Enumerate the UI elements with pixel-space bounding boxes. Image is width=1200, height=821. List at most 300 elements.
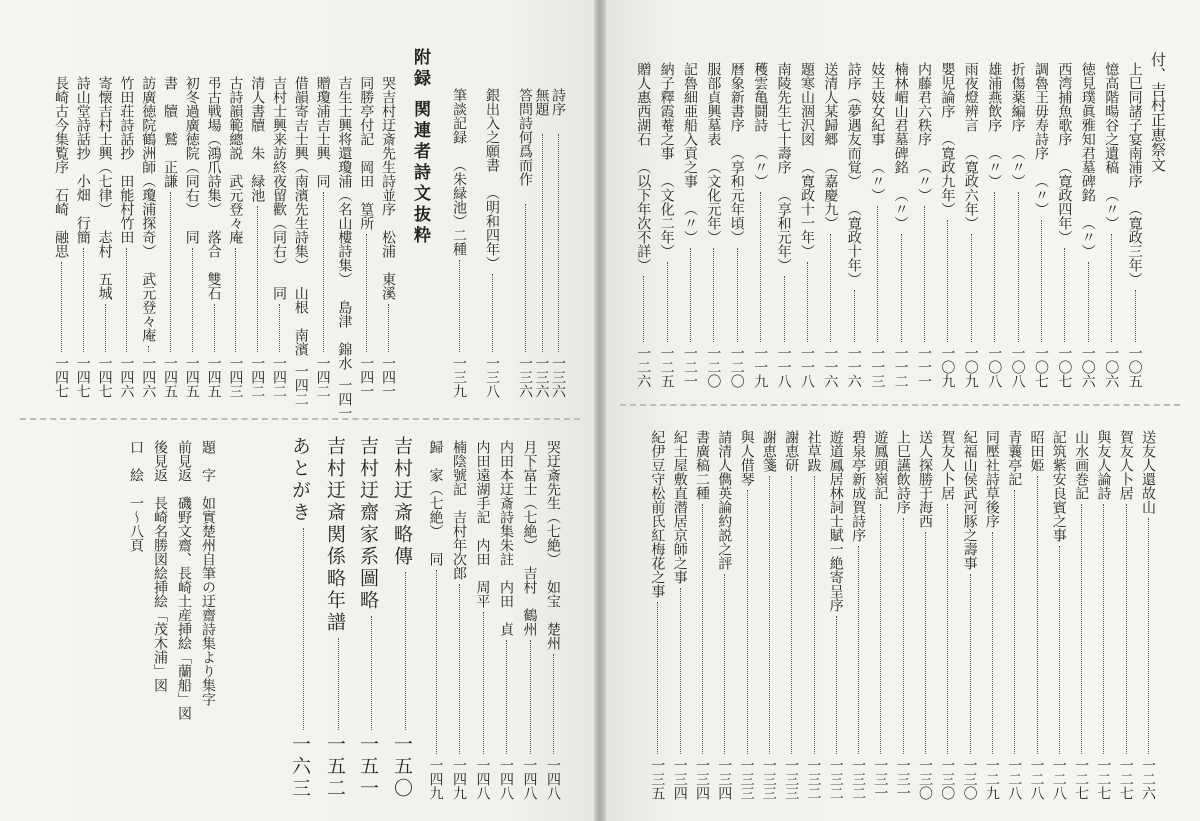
toc-entry [520, 440, 539, 800]
toc-entry [774, 62, 793, 388]
leader-dots [813, 476, 815, 754]
entry-title: あとがき [289, 436, 311, 524]
entry-page: 一四九 [427, 758, 444, 800]
entry-title: 南陵先生七十壽序 [775, 62, 792, 174]
plate-label: 後見返 [152, 440, 168, 482]
entry-title: 山水画巻記 [1073, 430, 1090, 500]
toc-entry [982, 430, 1001, 800]
entry-title: 古詩韻範總説 [227, 76, 244, 160]
toc-entry [449, 440, 468, 800]
entry-page: 一四二 [249, 356, 266, 398]
entry-page: 一三一 [894, 758, 911, 800]
entry-meta: （〃） [892, 188, 909, 230]
entry-page: 一三四 [716, 758, 733, 800]
toc-column [714, 430, 733, 800]
toc-entry [893, 430, 912, 800]
toc-column [727, 62, 746, 388]
toc-column [844, 62, 863, 388]
leader-dots [768, 476, 770, 754]
toc-entry [870, 430, 889, 800]
entry-author: 同 [271, 286, 287, 300]
entry-title: 嬰児論序 [939, 62, 956, 118]
entry-title: 吉生士興将還瓊浦（名山樓詩集） [336, 76, 353, 286]
entry-meta: （寛政十一年） [799, 160, 815, 258]
entry-title: 吉村迂齋家系圖略 [357, 436, 379, 612]
entry-page: 一四七 [53, 356, 69, 398]
entry-page: 一二七 [1117, 758, 1134, 800]
toc-entry [1071, 430, 1090, 800]
toc-column [116, 76, 135, 398]
leader-dots [1087, 262, 1089, 342]
entry-title: 折傷薬編序 [1009, 62, 1026, 132]
entry-title: 紀土屋敷直潜居京師之事 [671, 430, 688, 584]
entry-page: 一四一 [358, 356, 375, 398]
leader-dots [829, 234, 831, 342]
leader-dots [529, 640, 531, 754]
entry-page: 一〇七 [1033, 346, 1049, 388]
leader-dots [969, 574, 971, 754]
entry-meta: （〃） [682, 202, 698, 244]
entry-title: 徳見璞眞雅知君墓碑銘 [1079, 62, 1096, 202]
leader-dots [278, 304, 280, 352]
toc-entry [1116, 430, 1135, 800]
toc-column [1116, 430, 1135, 800]
entry-page: 一一六 [845, 346, 862, 388]
entry-title: 題寒山涸沢図 [799, 62, 815, 146]
toc-entry [426, 440, 445, 800]
entry-title: 紀伊豆守松前氏紅梅花之事 [649, 430, 666, 598]
entry-title: 遊道鳳居林詞士賦一絶寄呈序 [827, 430, 844, 612]
toc-column [138, 76, 157, 398]
entry-page: 一一一 [916, 346, 932, 388]
toc-column [759, 430, 778, 800]
entry-page: 一一八 [799, 346, 815, 388]
entry-page: 一四二 [314, 356, 331, 398]
entry-author: 同 [183, 230, 200, 244]
entry-page: 一三〇 [939, 758, 956, 800]
entry-meta: （寛政十年） [845, 202, 862, 286]
leader-dots [1125, 504, 1127, 754]
toc-column [633, 62, 652, 388]
entry-title: 詩序 [550, 88, 566, 116]
toc-column [680, 62, 699, 388]
leader-dots [147, 346, 149, 352]
leader-dots [1063, 248, 1065, 342]
entry-page: 一三六 [533, 356, 550, 398]
leader-dots [234, 248, 236, 352]
toc-entry [225, 76, 244, 398]
entry-page: 一〇八 [1009, 346, 1026, 388]
entry-page: 一二七 [1095, 758, 1112, 800]
entry-page: 一二七 [1073, 758, 1090, 800]
entry-meta: （享和元年頃） [728, 146, 745, 244]
plate-label: 口 絵 [128, 440, 144, 482]
entry-title: 贈瓊浦吉士興 [314, 76, 331, 160]
entry-meta: （〃） [869, 160, 886, 202]
toc-entry [891, 62, 910, 388]
entry-page: 一三八 [484, 356, 500, 398]
entry-title: 送清人某歸郷 [822, 62, 839, 146]
leader-dots [505, 640, 507, 754]
entry-meta: （寛政四年） [1056, 160, 1073, 244]
toc-entry [204, 76, 223, 398]
entry-page: 一〇七 [1056, 346, 1073, 388]
toc-entry [496, 440, 515, 800]
entry-author: 志村 五城 [96, 230, 113, 300]
entry-title: 賀友人卜居 [939, 430, 956, 500]
leader-dots [458, 260, 460, 352]
toc-column [520, 440, 539, 800]
entry-title: 贈人惠西湖石 [635, 62, 652, 146]
entry-meta: （寛政六年） [962, 146, 979, 230]
entry-title: 詩山堂詩話抄 [74, 76, 91, 160]
leader-dots [1013, 490, 1015, 754]
toc-column [204, 76, 223, 398]
toc-entry [247, 76, 266, 398]
toc-entry [750, 62, 769, 388]
leader-dots [332, 638, 339, 730]
toc-column [1071, 430, 1090, 800]
entry-title: 穫雲亀鬪詩 [752, 62, 769, 132]
leader-dots [1036, 476, 1038, 754]
entry-title: 哭吉村迂斎先生詩並序 [380, 76, 396, 216]
entry-page: 一四二 [271, 356, 287, 398]
toc-entry [1138, 430, 1157, 800]
plate-label: 題 字 [200, 440, 216, 482]
toc-entry [182, 76, 201, 398]
leader-dots [876, 206, 878, 342]
entry-title: 賀友人卜居 [1117, 430, 1134, 500]
leader-dots [458, 584, 460, 754]
entry-page: 一二八 [1006, 758, 1023, 800]
toc-entry [797, 62, 816, 388]
leader-dots [736, 248, 738, 342]
leader-dots [991, 532, 993, 754]
entry-title: 月下富士（七絶） [521, 440, 538, 552]
entry-meta: （〃） [1009, 146, 1026, 188]
entry-title: 雄浦燕飲序 [986, 62, 1003, 132]
toc-column [356, 76, 375, 398]
toc-column [891, 62, 910, 388]
entry-meta: （嘉慶九） [822, 160, 839, 230]
toc-column [670, 430, 689, 800]
toc-entry [1004, 430, 1023, 800]
appendix-heading [410, 48, 429, 248]
entry-title: 銀出入之願書 [484, 88, 500, 172]
toc-column-major [288, 436, 312, 800]
plate-text: 長崎名勝図絵挿絵「茂木浦」図 [152, 496, 168, 692]
leader-dots [60, 262, 62, 352]
toc-entry [73, 76, 92, 398]
entry-page: 一二八 [1028, 758, 1045, 800]
appendix-mark: 附録 [410, 48, 430, 90]
leader-dots [900, 234, 902, 342]
leader-dots [689, 248, 691, 342]
toc-column [160, 76, 179, 398]
toc-column [737, 430, 756, 800]
entry-title: 長崎古今集覧序 [53, 76, 69, 174]
entry-title: 楠陰號記 [451, 440, 467, 496]
leader-dots [666, 262, 668, 342]
entry-title: 遊鳳頭嶺記 [872, 430, 889, 500]
entry-meta: （〃） [1033, 174, 1049, 216]
leader-dots [541, 134, 543, 352]
entry-page: 一五一 [357, 734, 379, 800]
toc-entry [703, 62, 722, 388]
leader-dots [946, 504, 948, 754]
entry-title: 答問詩何爲而作 [517, 88, 533, 186]
toc-entry [1049, 430, 1068, 800]
entry-title: 吉村士興来訪終夜留歡（同右） [271, 76, 287, 272]
entry-title: 初冬過廣徳院（同右） [183, 76, 200, 216]
entry-page: 一四一 [336, 378, 353, 420]
toc-entry [960, 430, 979, 800]
leader-dots [104, 304, 106, 352]
toc-entry [543, 440, 562, 800]
entry-page: 一四八 [545, 758, 561, 800]
toc-entry [984, 62, 1003, 388]
entry-title: 記筑紫安良賓之事 [1050, 430, 1067, 542]
toc-column [774, 62, 793, 388]
leader-dots [946, 220, 948, 342]
entry-author: 松浦 東溪 [380, 230, 396, 300]
leader-dots [169, 192, 171, 352]
leader-dots [1134, 290, 1136, 342]
entry-page: 一三〇 [961, 758, 978, 800]
leader-dots [191, 248, 193, 352]
toc-column [657, 62, 676, 388]
toc-entry [1008, 62, 1027, 388]
toc-column [1004, 430, 1023, 800]
entry-page: 一四七 [74, 356, 91, 398]
leader-dots [701, 504, 703, 754]
entry-page: 一四五 [162, 356, 178, 398]
leader-dots [723, 574, 725, 754]
plate-entry [174, 440, 193, 720]
entry-title: 社草跋 [805, 430, 822, 472]
toc-entry [269, 76, 288, 398]
toc-entry [820, 62, 839, 388]
toc-column [893, 430, 912, 800]
entry-meta: （〃） [916, 160, 932, 202]
leader-dots [435, 570, 437, 754]
entry-title: 同勝亭付記 [358, 76, 375, 146]
toc-entry [390, 436, 414, 800]
leader-dots [879, 504, 881, 754]
entry-title: 清人書牘 [249, 76, 266, 132]
entry-author: 田能村竹田 [118, 174, 135, 244]
entry-title: 借韻寄吉士興（南濱先生詩集） [292, 76, 309, 272]
toc-column [95, 76, 114, 398]
toc-entry [1125, 62, 1144, 388]
toc-column [1054, 62, 1073, 388]
toc-column [781, 430, 800, 800]
toc-column [334, 76, 353, 420]
section-divider-left [20, 418, 580, 421]
toc-column [51, 76, 70, 398]
toc-entry [138, 76, 157, 398]
leader-dots [213, 304, 215, 352]
toc-column [960, 430, 979, 800]
toc-column [543, 440, 562, 800]
entry-author: 吉村 鶴州 [521, 566, 538, 636]
toc-entry [473, 440, 492, 800]
toc-column [937, 430, 956, 800]
toc-column [1049, 430, 1068, 800]
entry-author: 同 [314, 174, 331, 188]
entry-page: 一四一 [380, 356, 396, 398]
entry-meta: （明和四年） [484, 186, 500, 270]
toc-entry [1093, 430, 1112, 800]
entry-author: 内田 貞 [498, 580, 514, 636]
plate-text: 一〜八頁 [128, 496, 144, 552]
toc-entry [633, 62, 652, 388]
entry-page: 一二八 [1050, 758, 1067, 800]
entry-page: 一三六 [550, 356, 566, 398]
toc-entry [51, 76, 70, 398]
entry-title: 無題 [533, 88, 550, 116]
toc-column [313, 76, 332, 398]
entry-page: 一三三 [738, 758, 755, 800]
entry-page: 一三二 [827, 758, 844, 800]
entry-page: 一四九 [451, 758, 467, 800]
entry-page: 一一二 [892, 346, 909, 388]
entry-page: 一三一 [872, 758, 889, 800]
entry-title: 寄懐吉村士興（七律） [96, 76, 113, 216]
toc-column [182, 76, 201, 398]
toc-entry [1031, 62, 1050, 388]
entry-title: 楠林嵋山君墓碑銘 [892, 62, 909, 174]
toc-column [496, 440, 515, 800]
toc-entry [826, 430, 845, 800]
toc-entry [657, 62, 676, 388]
leader-dots [524, 204, 526, 352]
toc-column [797, 62, 816, 388]
entry-title: 送友人還故山 [1140, 430, 1156, 514]
entry-page: 一二六 [1140, 758, 1156, 800]
entry-page: 一一八 [775, 346, 792, 388]
entry-author: 岡田 篁所 [358, 160, 375, 230]
entry-page: 一三二 [850, 758, 867, 800]
toc-column [449, 440, 468, 800]
entry-title: 暦象新書序 [728, 62, 745, 132]
plate-text: 磯野文齋、長崎土産挿絵「蘭船」図 [176, 496, 192, 720]
leader-dots [125, 248, 127, 352]
entry-title: 謝恵箋 [760, 430, 777, 472]
toc-column-major [356, 436, 380, 800]
leader-dots [1110, 234, 1112, 342]
toc-entry [727, 62, 746, 388]
entry-author: 如宝 楚州 [545, 580, 561, 650]
entry-title: 竹田荘詩話抄 [118, 76, 135, 160]
entry-page: 一一六 [822, 346, 839, 388]
leader-dots [482, 612, 484, 754]
toc-column [449, 88, 468, 398]
entry-title: 内田遠湖手記 [474, 440, 491, 524]
toc-entry [160, 76, 179, 398]
entry-page: 一二九 [983, 758, 1000, 800]
entry-meta: （〃） [1103, 188, 1120, 230]
entry-meta: （〃） [986, 146, 1003, 188]
entry-author: 小畑 行簡 [74, 174, 91, 244]
leader-dots [790, 476, 792, 754]
toc-entry [670, 430, 689, 800]
entry-title: 碧泉亭新成賀詩序 [850, 430, 867, 542]
entry-author: 朱 緑池 [249, 146, 266, 202]
book-gutter [594, 0, 606, 821]
toc-entry [291, 76, 310, 406]
toc-entry [714, 430, 733, 800]
leader-dots [853, 290, 855, 342]
entry-page: 一三四 [694, 758, 710, 800]
entry-author: 武元登々庵 [140, 272, 157, 342]
entry-page: 一三五 [649, 758, 666, 800]
toc-entry [356, 436, 380, 800]
toc-column [804, 430, 823, 800]
leader-dots [1147, 518, 1149, 754]
entry-title: 昭田姫 [1028, 430, 1045, 472]
toc-column [961, 62, 980, 388]
leader-dots [746, 490, 748, 754]
toc-entry [323, 436, 347, 800]
appendix-title: 関連者詩文抜粋 [410, 100, 430, 247]
toc-entry [95, 76, 114, 398]
entry-title: 書 牘 [162, 76, 178, 118]
toc-column [1093, 430, 1112, 800]
toc-entry [680, 62, 699, 388]
toc-entry [844, 62, 863, 388]
leader-dots [365, 234, 367, 352]
toc-heading [1148, 52, 1167, 252]
toc-entry [356, 76, 375, 398]
toc-entry [532, 88, 551, 398]
entry-title: 上巳讌飲詩序 [894, 430, 911, 514]
toc-column [1078, 62, 1097, 388]
leader-dots [557, 134, 559, 352]
leader-dots [902, 518, 904, 754]
toc-column [269, 76, 288, 398]
toc-column [692, 430, 711, 800]
entry-meta: （朱緑池）二種 [451, 158, 467, 256]
entry-meta: （以下年次不詳） [635, 160, 652, 272]
entry-title: 内田本迂斎詩集朱註 [498, 440, 514, 566]
toc-column [937, 62, 956, 388]
entry-page: 一三二 [805, 758, 822, 800]
entry-page: 一四六 [118, 356, 135, 398]
entry-page: 一四八 [498, 758, 514, 800]
entry-title: 調魯王毋寿詩序 [1033, 62, 1049, 160]
entry-title: 西湾捕魚歌序 [1056, 62, 1073, 146]
entry-author: 内田 周平 [474, 538, 491, 608]
entry-page: 一〇六 [1103, 346, 1120, 388]
entry-title: 歸 家（七絶） [427, 440, 444, 538]
entry-title: 紀福山侯武河豚之壽事 [961, 430, 978, 570]
entry-page: 一四七 [96, 356, 113, 398]
plate-entry [198, 440, 217, 706]
leader-dots [679, 588, 681, 754]
leader-dots [1102, 504, 1104, 754]
entry-title: 書廣稿二種 [694, 430, 710, 500]
entry-page: 一二〇 [728, 346, 745, 388]
toc-entry [692, 430, 711, 800]
entry-meta: （〃） [752, 146, 769, 188]
entry-page: 一四六 [140, 356, 157, 398]
entry-meta: （文化二年） [658, 174, 675, 258]
entry-title: 筆談記録 [451, 88, 467, 144]
entry-title: 憶高階暘谷之遺稿 [1103, 62, 1120, 174]
toc-entry [914, 62, 933, 388]
entry-page: 一二五 [658, 346, 675, 388]
